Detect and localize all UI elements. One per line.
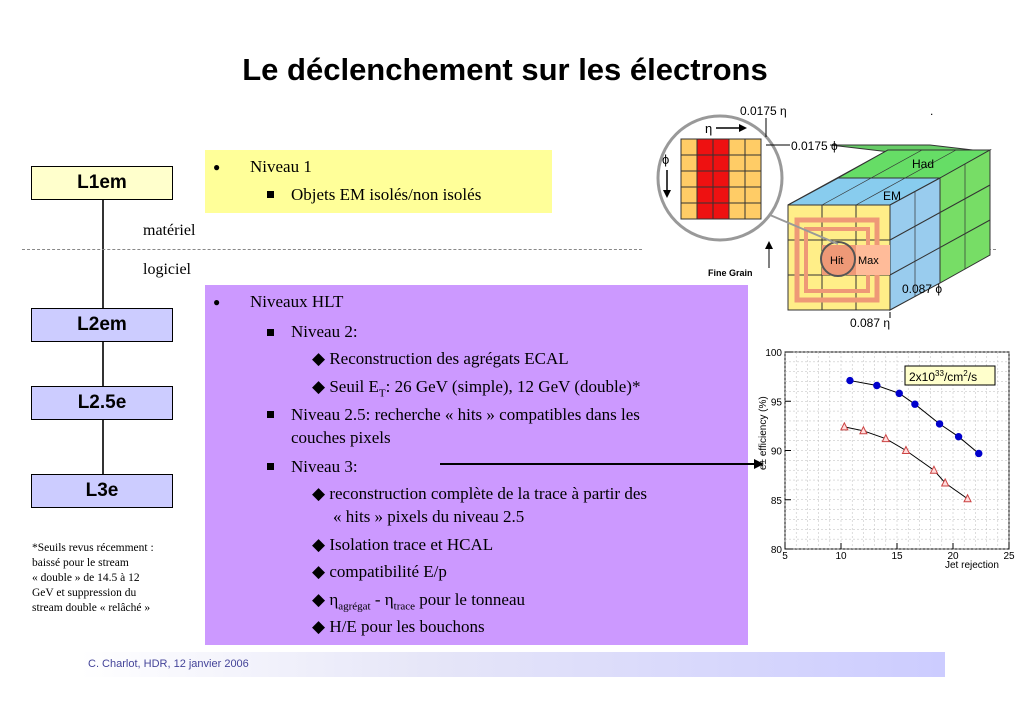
hlt-niveau3-item-e: ◆ H/E pour les bouchons (312, 617, 485, 636)
footer-bar (80, 652, 945, 677)
hit-crystal-cell (713, 187, 729, 203)
bullet-icon: ● (213, 160, 221, 174)
square-bullet-icon (267, 329, 274, 336)
hlt-niveau3-item-a1: ◆ reconstruction complète de la trace à partir des (312, 484, 647, 503)
data-point-circles (936, 421, 942, 427)
hlt-niveau3-item-b: ◆ Isolation trace et HCAL (312, 535, 494, 554)
data-point-circles (912, 401, 918, 407)
crystal-cell (745, 203, 761, 219)
hit-crystal-cell (697, 171, 713, 187)
eta-axis-label: η (705, 121, 713, 136)
data-point-circles (976, 450, 982, 456)
note-line: baissé pour le stream (32, 557, 129, 569)
square-bullet-icon (267, 411, 274, 418)
data-point-circles (896, 390, 902, 396)
x-tick-label: 20 (947, 551, 959, 562)
note-line: *Seuils revus récemment : (32, 542, 154, 554)
niveau1-text: Niveau 1 (250, 157, 312, 176)
calorimeter-diagram (640, 96, 1020, 341)
hlt-niveau3-item-c: ◆ compatibilité E/p (312, 562, 447, 581)
hit-crystal-cell (697, 187, 713, 203)
hlt-niveau2: Niveau 2: (291, 322, 358, 341)
crystal-cell (681, 187, 697, 203)
y-axis-label: e± efficiency (%) (758, 396, 769, 470)
hit-crystal-cell (713, 155, 729, 171)
annotation-text: $2x10^{33}/cm^2/s$ (909, 369, 978, 384)
crystal-cell (745, 155, 761, 171)
y-tick-label: 80 (770, 545, 782, 556)
level-l2em-box: L2em (31, 308, 173, 342)
data-point-circles (847, 377, 853, 383)
hit-crystal-cell (713, 139, 729, 155)
eta-bottom-label: 0.087 η (850, 316, 891, 330)
data-point-circles (874, 382, 880, 388)
level-connector-line (102, 420, 104, 474)
level-l1em-box: L1em (31, 166, 173, 200)
materiel-label: matériel (143, 222, 196, 239)
hit-crystal-cell (697, 155, 713, 171)
max-label: Max (858, 255, 879, 267)
hlt-niveau25-line2: couches pixels (291, 428, 391, 447)
phi-top-label: 0.0175 ϕ (791, 139, 838, 153)
phi-bottom-label: 0.087 ϕ (902, 282, 943, 296)
hlt-niveau2-item-b: ◆ Seuil $E_T$: 26 GeV (simple), 12 GeV (double)* (312, 377, 641, 400)
niveau1-box (205, 150, 552, 213)
y-tick-label: 85 (770, 495, 782, 507)
note-line: GeV et suppression du (32, 587, 137, 599)
hit-label: Hit (830, 255, 844, 267)
y-tick-label: 90 (770, 446, 782, 458)
crystal-cell (681, 203, 697, 219)
hlt-niveau25-line1: Niveau 2.5: recherche « hits » compatibles dans les (291, 405, 640, 424)
level-l3e-box: L3e (31, 474, 173, 508)
crystal-cell (729, 139, 745, 155)
crystal-cell (745, 171, 761, 187)
level-l25e-box: L2.5e (31, 386, 173, 420)
x-tick-label: 25 (1003, 551, 1015, 562)
level-connector-line (102, 342, 104, 386)
bullet-icon: ● (213, 295, 221, 309)
square-bullet-icon (267, 191, 274, 198)
crystal-cell (681, 139, 697, 155)
pointer-arrow-line (440, 463, 758, 465)
y-tick-label: 95 (770, 397, 782, 409)
hlt-niveau3-item-d: ◆ $\eta_{agrégat} - \eta_{trace}$ pour le tonneau (312, 590, 526, 613)
hlt-niveau3-item-a2: « hits » pixels du niveau 2.5 (333, 507, 525, 526)
hlt-title: Niveaux HLT (250, 292, 344, 311)
had-label: Had (912, 157, 935, 171)
crystal-cell (681, 155, 697, 171)
x-tick-label: 5 (782, 551, 788, 562)
note-line: stream double « relâché » (32, 602, 151, 614)
efficiency-chart (750, 340, 1024, 580)
em-label: EM (883, 189, 901, 203)
threshold-note (32, 541, 182, 616)
niveau1-sub-text: Objets EM isolés/non isolés (291, 185, 482, 204)
corner-dot: . (930, 104, 934, 118)
hit-crystal-cell (697, 139, 713, 155)
fine-grain-arrow-head (765, 241, 773, 249)
hit-crystal-cell (697, 203, 713, 219)
hit-crystal-cell (713, 203, 729, 219)
x-axis-label: Jet rejection (945, 560, 999, 571)
calorimeter-cube (788, 145, 990, 310)
eta-top-label: 0.0175 η (740, 104, 787, 118)
hit-crystal-cell (713, 171, 729, 187)
footer-text: C. Charlot, HDR, 12 janvier 2006 (88, 658, 249, 670)
data-point-circles (955, 434, 961, 440)
crystal-cell (745, 187, 761, 203)
crystal-cell (729, 171, 745, 187)
crystal-cell (729, 155, 745, 171)
x-tick-label: 10 (835, 551, 847, 562)
trigger-tower-grid (681, 139, 761, 219)
level-connector-line (102, 200, 104, 308)
logiciel-label: logiciel (143, 261, 191, 278)
phi-axis-label: ϕ (662, 152, 670, 167)
crystal-cell (729, 203, 745, 219)
note-line: « double » de 14.5 à 12 (32, 572, 140, 584)
hlt-niveau3: Niveau 3: (291, 457, 358, 476)
crystal-cell (729, 187, 745, 203)
crystal-cell (745, 139, 761, 155)
square-bullet-icon (267, 463, 274, 470)
page-title: Le déclenchement sur les électrons (242, 52, 768, 87)
hardware-software-divider (22, 249, 642, 250)
x-tick-label: 15 (891, 551, 903, 562)
y-tick-label: 100 (765, 348, 782, 359)
crystal-cell (681, 171, 697, 187)
fine-grain-label: Fine Grain (708, 268, 753, 278)
hlt-niveau2-item-a: ◆ Reconstruction des agrégats ECAL (312, 349, 569, 368)
